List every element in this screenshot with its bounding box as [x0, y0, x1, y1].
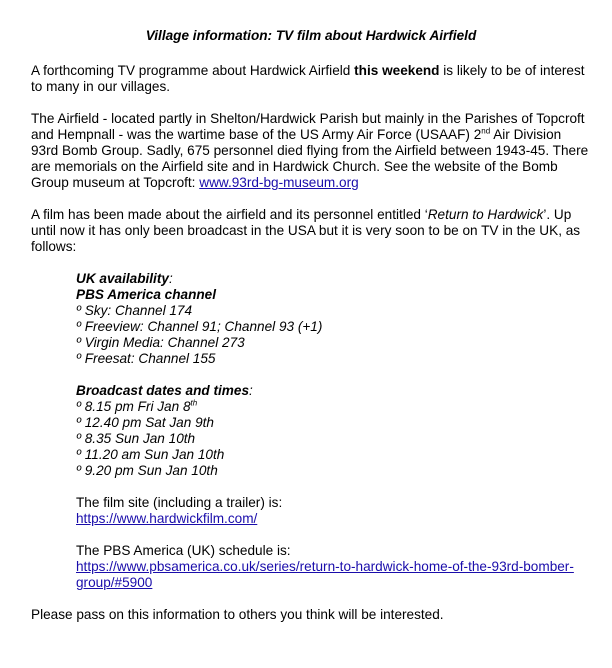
- broadcast-item: º 9.20 pm Sun Jan 10th: [76, 463, 218, 478]
- channel-item: º Sky: Channel 174: [76, 303, 193, 318]
- document-page: [31, 28, 591, 639]
- channel-item: º Virgin Media: Channel 273: [76, 335, 245, 350]
- broadcast-item: º 8.35 Sun Jan 10th: [76, 431, 196, 446]
- broadcast-item: º 12.40 pm Sat Jan 9th: [76, 415, 214, 430]
- channel-item: º Freesat: Channel 155: [76, 351, 216, 366]
- airfield-text: The Airfield - located partly in Shelton/Hardwick Parish but mainly in the Parishes of Topcroft and Hempnall - was the wartime base of the US Army Air Force (USAAF) 2: [31, 111, 585, 142]
- closing-paragraph: Please pass on this information to others you think will be interested.: [31, 607, 444, 622]
- intro-emphasis: this weekend: [354, 63, 440, 78]
- airfield-paragraph: [31, 111, 591, 191]
- availability-heading: UK availability:: [76, 271, 173, 286]
- channel-heading: PBS America channel: [76, 287, 217, 302]
- intro-text-end: is likely to be of interest to many in our villages.: [31, 63, 585, 94]
- intro-text: A forthcoming TV programme about Hardwick Airfield: [31, 63, 355, 78]
- film-text: A film has been made about the airfield and its personnel entitled ‘: [31, 207, 428, 222]
- airfield-text-cont: Air Division 93rd Bomb Group. Sadly, 675 personnel died flying from the Airfield between 1943-45. There are memorials on the Airfield site and in Hardwick Church. See the website of the Bomb Group museum at Topcroft:: [31, 127, 589, 190]
- page-title: Village information: TV film about Hardwick Airfield: [145, 28, 477, 43]
- broadcast-item: º 8.15 pm Fri Jan 8th: [76, 398, 198, 414]
- film-site-link[interactable]: https://www.hardwickfilm.com/: [76, 511, 258, 526]
- film-paragraph: [31, 207, 591, 255]
- schedule-label: The PBS America (UK) schedule is:: [76, 543, 291, 558]
- broadcast-section: [76, 383, 591, 479]
- ordinal-suffix: nd: [481, 126, 491, 136]
- broadcast-heading: Broadcast dates and times:: [76, 383, 253, 398]
- ordinal-suffix: th: [190, 398, 198, 408]
- schedule-section: [76, 543, 591, 591]
- museum-link[interactable]: www.93rd-bg-museum.org: [199, 175, 359, 190]
- channel-item: º Freeview: Channel 91; Channel 93 (+1): [76, 319, 323, 334]
- availability-section: [76, 271, 591, 367]
- intro-paragraph: [31, 63, 591, 95]
- broadcast-item: º 11.20 am Sun Jan 10th: [76, 447, 225, 462]
- schedule-link[interactable]: https://www.pbsamerica.co.uk/series/return-to-hardwick-home-of-the-93rd-bomber- group/#5900: [76, 559, 574, 590]
- film-title: Return to Hardwick: [427, 207, 544, 222]
- film-site-label: The film site (including a trailer) is:: [76, 495, 283, 510]
- film-text-end: ’. Up until now it has only been broadcast in the USA but it is very soon to be on TV in the UK, as follows:: [31, 207, 581, 254]
- film-site-section: [76, 495, 591, 527]
